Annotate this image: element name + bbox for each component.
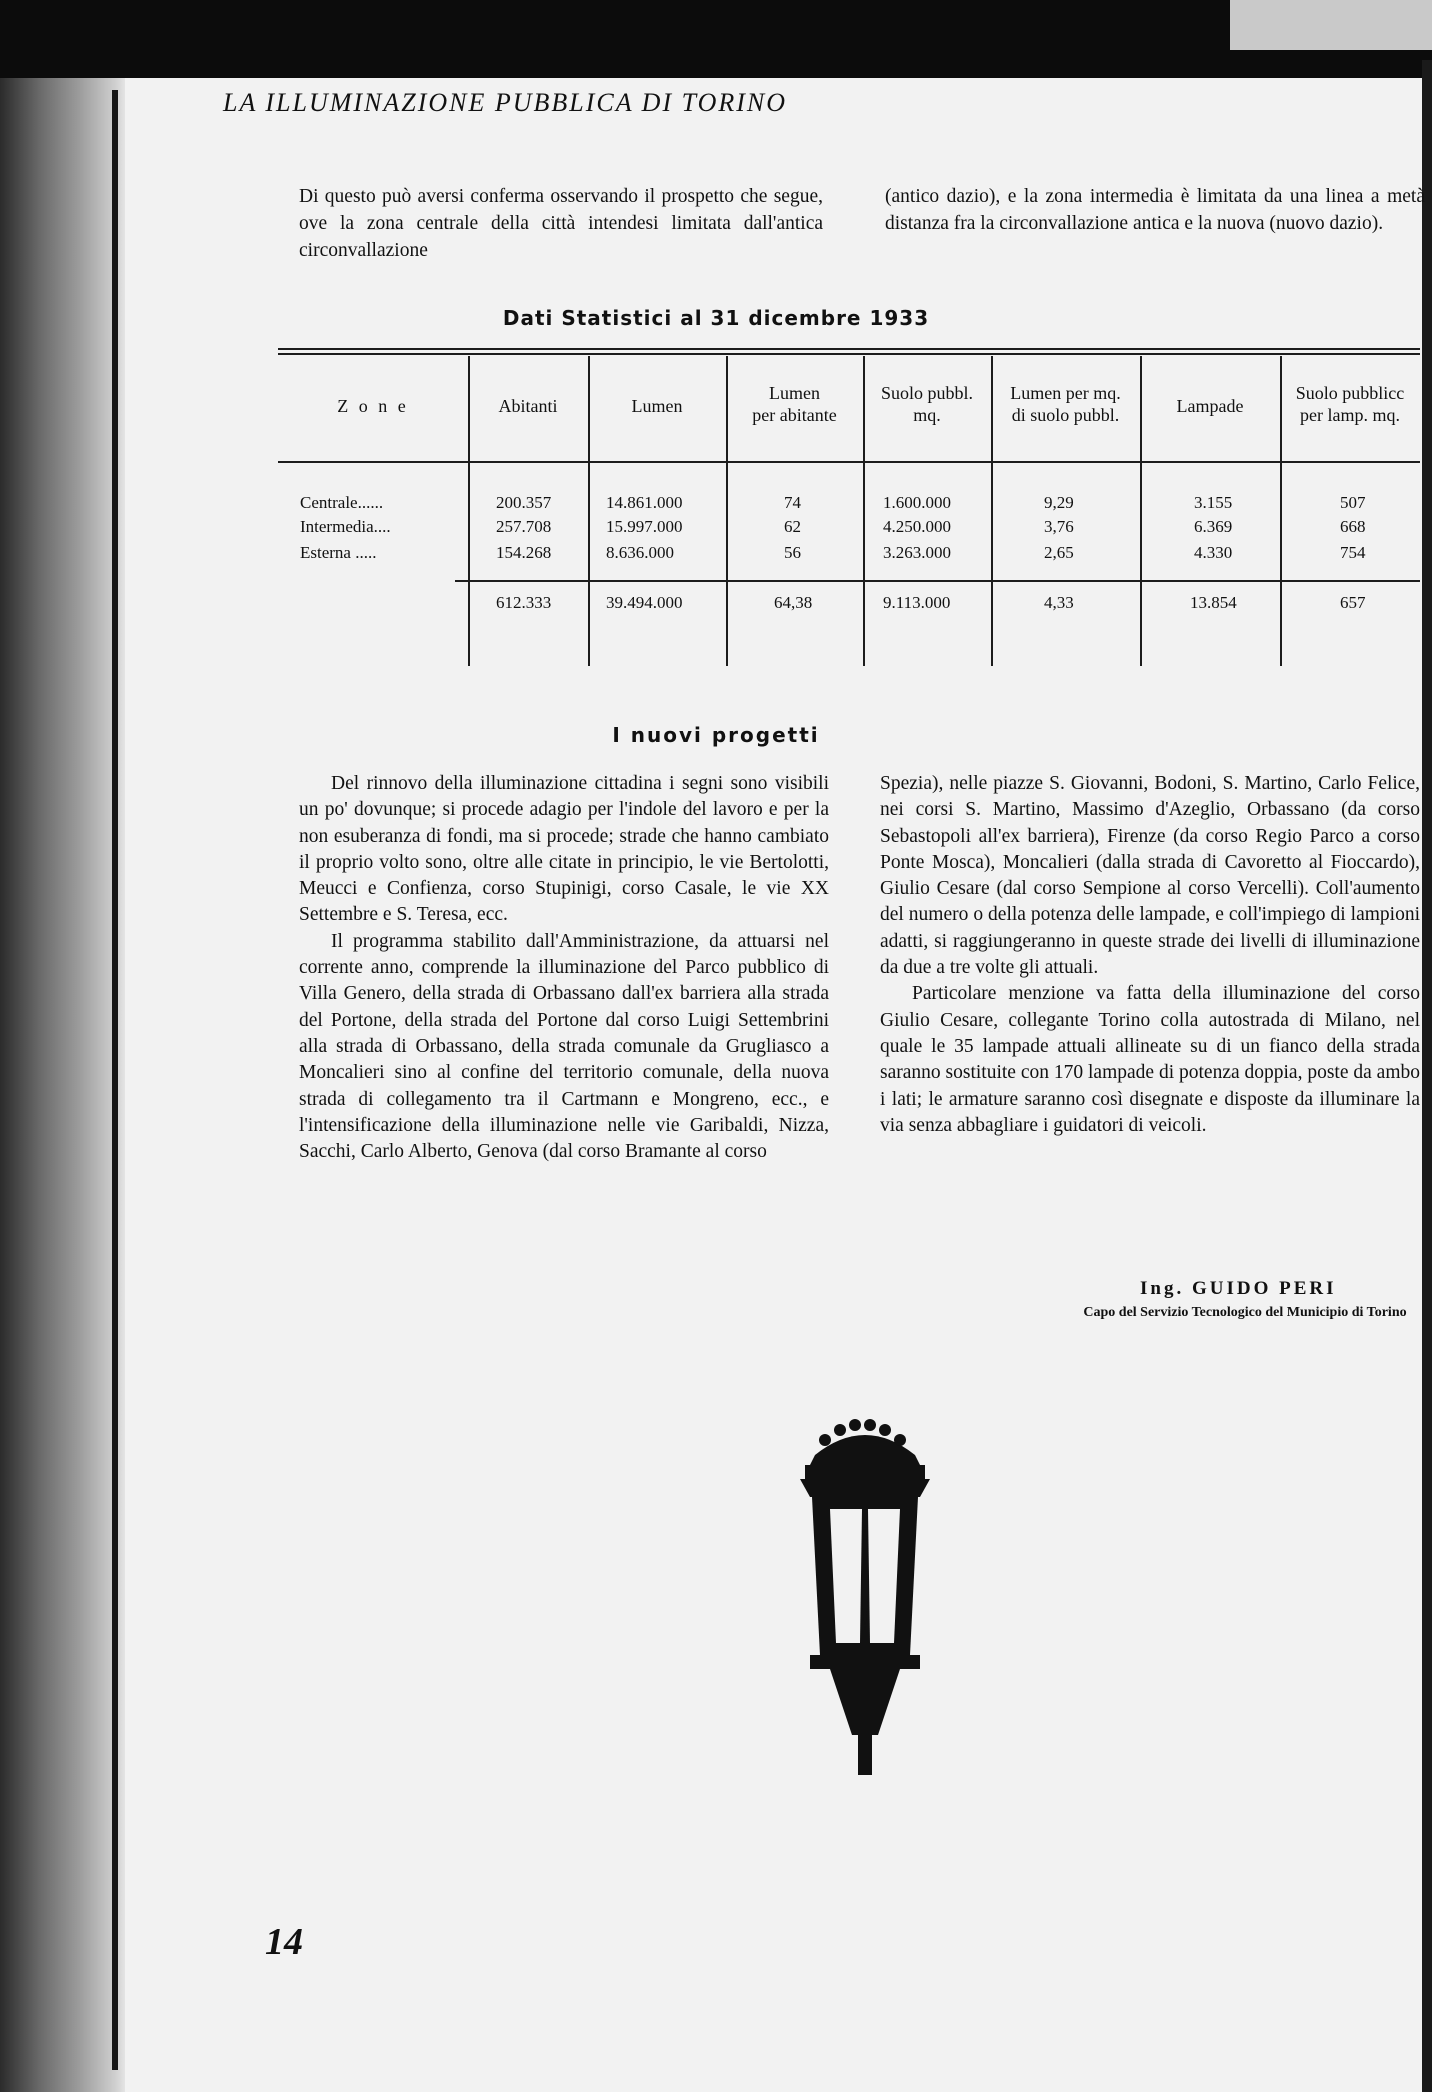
intro-right-column [885, 183, 1425, 237]
row-centrale-suolo-lamp: 507 [1340, 493, 1366, 512]
total-abitanti: 612.333 [496, 593, 552, 612]
scan-right-edge [1422, 60, 1432, 2092]
header-lampade: Lampade [1176, 396, 1244, 416]
row-esterna-suolo: 3.263.000 [883, 543, 951, 562]
row-centrale-lumen-mq: 9,29 [1044, 493, 1074, 512]
page-number: 14 [265, 1921, 303, 1963]
row-centrale-zone: Centrale...... [300, 493, 384, 512]
running-head: LA ILLUMINAZIONE PUBBLICA DI TORINO [223, 88, 788, 117]
header-lumen: Lumen [631, 396, 683, 416]
body-right-column [880, 771, 1420, 1139]
total-lumen-mq: 4,33 [1044, 593, 1074, 612]
total-suolo-lamp: 657 [1340, 593, 1366, 612]
row-intermedia-lumen-abitante: 62 [784, 517, 801, 536]
section-title: I nuovi progetti [612, 723, 820, 747]
row-centrale-lumen-abitante: 74 [784, 493, 801, 512]
scan-binding-line [112, 90, 118, 2070]
body-right-paragraph-1: Spezia), nelle piazze S. Giovanni, Bodoni, S. Martino, Carlo Felice, nei corsi S. Martino, Massimo d'Azeglio, Orbassano (da corso Sebastopoli all'ex barriera), Firenze (da corso Regio Parco a corso Ponte Mosca), Moncalieri (dalla strada di Cavoretto al Fioccardo), Giulio Cesare (dal corso Sempione al corso Vercelli). Coll'aumento del numero o della potenza delle lampade, e coll'impiego di lampioni adatti, si raggiungeranno in queste strade dei livelli di illuminazione da due a tre volte gli attuali. [880, 773, 1420, 979]
row-centrale-abitanti: 200.357 [496, 493, 552, 512]
intro-right-paragraph: (antico dazio), e la zona intermedia è limitata da una linea a metà distanza fra la circonvallazione antica e la nuova (nuovo dazio). [885, 186, 1425, 234]
row-centrale-lumen: 14.861.000 [606, 493, 683, 512]
header-lumen-per-abitante: Lumen per abitante [752, 383, 837, 425]
intro-left-column [299, 183, 823, 264]
total-lumen-abitante: 64,38 [774, 593, 813, 612]
row-centrale-lampade: 3.155 [1194, 493, 1233, 512]
total-lumen: 39.494.000 [606, 593, 683, 612]
author-signature: Ing. GUIDO PERI [1140, 1278, 1337, 1299]
header-lumen-per-mq: Lumen per mq. di suolo pubbl. [1010, 383, 1121, 425]
row-intermedia-zone: Intermedia.... [300, 517, 391, 536]
row-intermedia-lumen: 15.997.000 [606, 517, 683, 536]
scan-top-border [0, 0, 1432, 78]
body-left-column [299, 771, 829, 1165]
row-esterna-suolo-lamp: 754 [1340, 543, 1366, 562]
row-centrale-suolo: 1.600.000 [883, 493, 951, 512]
total-lampade: 13.854 [1190, 593, 1237, 612]
row-intermedia-abitanti: 257.708 [496, 517, 552, 536]
author-affiliation: Capo del Servizio Tecnologico del Municipio di Torino [1083, 1305, 1407, 1320]
street-lantern-illustration [770, 1405, 960, 1785]
row-esterna-lampade: 4.330 [1194, 543, 1233, 562]
row-intermedia-lampade: 6.369 [1194, 517, 1233, 536]
row-intermedia-lumen-mq: 3,76 [1044, 517, 1074, 536]
scan-top-corner [1230, 0, 1432, 50]
intro-left-paragraph: Di questo può aversi conferma osservando il prospetto che segue, ove la zona centrale della città intendesi limitata dall'antica circonvallazione [299, 186, 823, 261]
header-zone: Z o n e [337, 396, 409, 416]
header-abitanti: Abitanti [498, 396, 558, 416]
row-esterna-lumen-mq: 2,65 [1044, 543, 1074, 562]
header-suolo-per-lamp: Suolo pubblicc per lamp. mq. [1295, 383, 1405, 425]
body-left-paragraph-1: Del rinnovo della illuminazione cittadina i segni sono visibili un po' dovunque; si procede adagio per l'indole del lavoro e per la non esuberanza di fondi, ma si procede; strade che hanno cambiato il proprio volto sono, oltre alle citate in principio, le vie Bertolotti, Meucci e Confienza, corso Stupinigi, corso Casale, le vie XX Settembre e S. Teresa, ecc. [299, 773, 829, 926]
table-title: Dati Statistici al 31 dicembre 1933 [502, 306, 930, 330]
row-esterna-lumen: 8.636.000 [606, 543, 674, 562]
header-suolo-pubbl: Suolo pubbl. mq. [880, 383, 973, 425]
row-esterna-zone: Esterna ..... [300, 543, 377, 562]
row-intermedia-suolo: 4.250.000 [883, 517, 951, 536]
total-suolo: 9.113.000 [883, 593, 951, 612]
body-right-paragraph-2: Particolare menzione va fatta della illuminazione del corso Giulio Cesare, collegante Torino colla autostrada di Milano, nel quale le 35 lampade attuali allineate su di un fianco della strada saranno sostituite con 170 lampade di potenza doppia, poste da ambo i lati; le armature saranno così disegnate e disposte da illuminare la via senza abbagliare i guidatori di veicoli. [880, 983, 1420, 1136]
row-intermedia-suolo-lamp: 668 [1340, 517, 1366, 536]
row-esterna-abitanti: 154.268 [496, 543, 552, 562]
row-esterna-lumen-abitante: 56 [784, 543, 801, 562]
body-left-paragraph-2: Il programma stabilito dall'Amministrazione, da attuarsi nel corrente anno, comprende la illuminazione del Parco pubblico di Villa Genero, della strada di Orbassano dall'ex barriera alla strada del Portone, della strada del Portone dal corso Luigi Settembrini alla strada di Orbassano, della strada comunale da Grugliasco a Moncalieri sino al confine del territorio comunale, della nuova strada di collegamento tra il Cartmann e Mongreno, ecc., e l'intensificazione della illuminazione nelle vie Garibaldi, Nizza, Sacchi, Carlo Alberto, Genova (dal corso Bramante al corso [299, 930, 829, 1163]
